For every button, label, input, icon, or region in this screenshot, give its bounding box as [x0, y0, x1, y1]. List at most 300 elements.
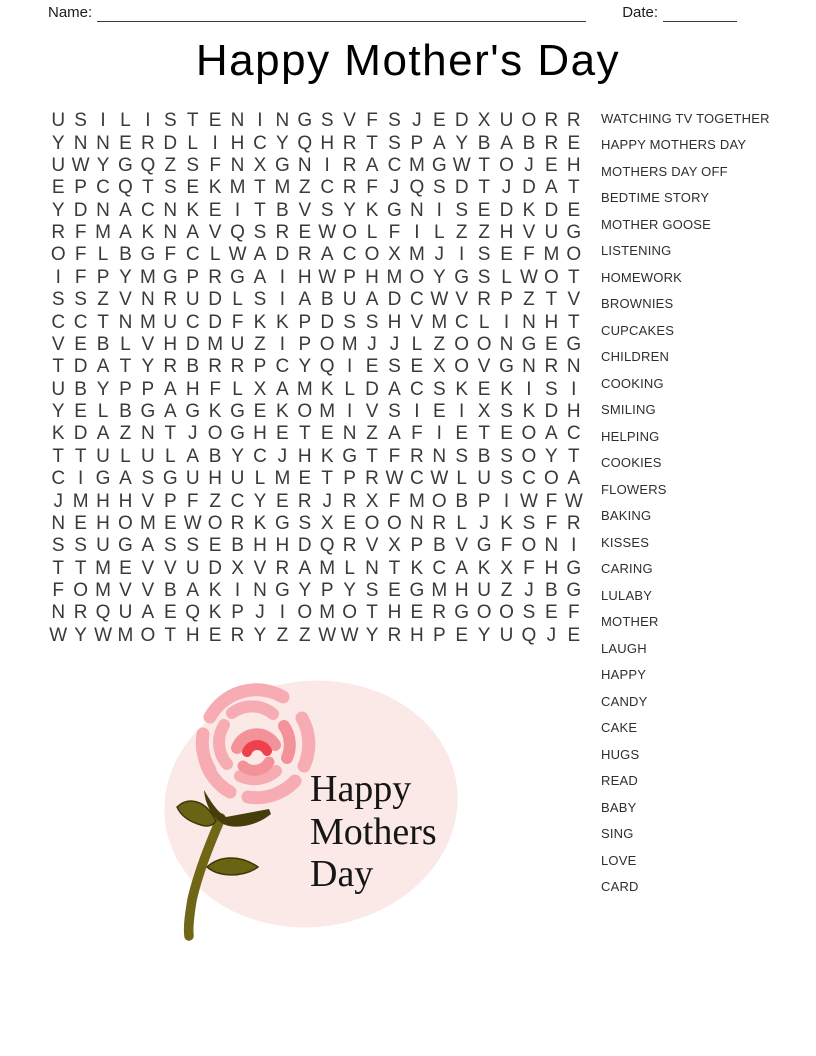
grid-cell: T [119, 356, 132, 378]
grid-cell: A [276, 378, 289, 400]
word-list-item: HELPING [601, 428, 660, 444]
grid-cell: G [476, 535, 492, 557]
grid-cell: U [230, 333, 245, 355]
grid-cell: A [298, 289, 312, 311]
grid-cell: M [95, 557, 111, 579]
grid-cell: T [478, 177, 490, 199]
grid-cell: B [477, 132, 491, 154]
grid-cell: B [477, 445, 491, 467]
grid-cell: K [186, 199, 200, 221]
grid-cell: L [344, 557, 355, 579]
grid-cell: J [277, 445, 288, 467]
grid-cell: R [544, 356, 559, 378]
grid-cell: G [230, 266, 245, 288]
grid-cell: A [388, 423, 401, 445]
grid-cell: Q [95, 602, 111, 624]
grid-cell: E [567, 132, 581, 154]
grid-cell: S [141, 468, 155, 490]
grid-cell: F [52, 580, 64, 602]
grid-cell: N [230, 154, 245, 176]
grid-cell: G [454, 266, 470, 288]
grid-cell: S [253, 289, 267, 311]
grid-cell: E [410, 602, 424, 624]
grid-cell: U [51, 154, 66, 176]
grid-cell: S [186, 535, 200, 557]
grid-cell: O [409, 266, 425, 288]
caption-line: Happy [310, 768, 412, 810]
grid-cell: Z [478, 222, 490, 244]
word-list-item: FLOWERS [601, 481, 667, 497]
grid-cell: V [141, 557, 155, 579]
grid-cell: M [117, 624, 134, 646]
grid-cell: A [141, 535, 155, 557]
grid-cell: X [388, 244, 401, 266]
grid-cell: S [388, 356, 401, 378]
grid-cell: N [365, 557, 379, 579]
grid-cell: M [341, 333, 358, 355]
grid-cell: U [477, 468, 491, 490]
grid-cell: K [500, 378, 513, 400]
grid-cell: Z [298, 624, 311, 646]
grid-cell: U [51, 378, 66, 400]
grid-cell: A [119, 222, 132, 244]
grid-cell: E [74, 512, 87, 534]
grid-cell: F [74, 244, 87, 266]
grid-cell: R [230, 512, 245, 534]
grid-cell: S [522, 512, 536, 534]
grid-cell: T [366, 445, 378, 467]
grid-cell: A [141, 602, 155, 624]
grid-cell: S [365, 311, 379, 333]
grid-cell: V [141, 580, 155, 602]
grid-cell: W [385, 468, 404, 490]
grid-cell: Y [51, 132, 65, 154]
grid-cell: C [51, 311, 66, 333]
word-list-item: BROWNIES [601, 296, 674, 312]
grid-cell: G [566, 580, 582, 602]
grid-cell: O [207, 512, 223, 534]
grid-cell: B [276, 199, 289, 221]
grid-cell: O [140, 624, 156, 646]
grid-cell: I [526, 378, 532, 400]
grid-cell: E [545, 333, 558, 355]
grid-cell: M [408, 154, 425, 176]
grid-cell: V [343, 110, 356, 132]
grid-cell: F [567, 602, 580, 624]
name-blank-line[interactable] [97, 4, 586, 22]
grid-cell: V [163, 557, 177, 579]
grid-cell: L [254, 468, 266, 490]
grid-cell: V [141, 333, 155, 355]
grid-cell: T [321, 468, 333, 490]
grid-cell: Y [253, 624, 267, 646]
grid-cell: Z [209, 490, 221, 512]
grid-cell: K [208, 401, 222, 423]
grid-cell: C [73, 311, 88, 333]
grid-cell: B [522, 132, 536, 154]
grid-cell: E [298, 222, 312, 244]
grid-cell: L [456, 512, 467, 534]
grid-cell: E [208, 199, 222, 221]
grid-cell: O [297, 602, 313, 624]
grid-cell: U [185, 557, 200, 579]
grid-cell: F [523, 244, 535, 266]
grid-cell: X [253, 154, 267, 176]
grid-cell: H [253, 423, 267, 445]
grid-cell: W [519, 266, 538, 288]
grid-cell: P [432, 624, 446, 646]
grid-cell: O [454, 333, 470, 355]
grid-cell: E [477, 378, 491, 400]
grid-cell: R [387, 624, 402, 646]
grid-cell: M [319, 557, 336, 579]
grid-cell: C [522, 468, 536, 490]
grid-cell: G [274, 580, 290, 602]
grid-cell: J [322, 490, 332, 512]
grid-cell: O [431, 490, 447, 512]
grid-cell: N [410, 199, 424, 221]
grid-cell: S [163, 535, 177, 557]
grid-cell: S [388, 110, 401, 132]
grid-cell: G [409, 580, 425, 602]
word-list-item: BAKING [601, 508, 652, 524]
grid-cell: V [208, 222, 222, 244]
grid-cell: T [142, 177, 154, 199]
grid-cell: A [432, 132, 446, 154]
grid-cell: P [96, 266, 110, 288]
grid-cell: M [139, 512, 156, 534]
grid-cell: E [567, 624, 581, 646]
word-list-item: CUPCAKES [601, 322, 675, 338]
grid-cell: U [185, 468, 200, 490]
grid-cell: T [366, 132, 378, 154]
grid-cell: V [477, 356, 491, 378]
grid-cell: T [52, 557, 64, 579]
grid-cell: J [434, 244, 445, 266]
grid-cell: R [477, 289, 491, 311]
grid-cell: U [141, 445, 155, 467]
grid-cell: F [209, 378, 221, 400]
grid-cell: T [388, 557, 401, 579]
grid-cell: Y [455, 132, 469, 154]
grid-cell: K [410, 557, 424, 579]
grid-cell: F [74, 222, 87, 244]
grid-cell: B [455, 490, 469, 512]
grid-cell: P [320, 580, 334, 602]
grid-cell: N [275, 110, 290, 132]
grid-cell: K [320, 378, 334, 400]
grid-cell: J [389, 177, 400, 199]
grid-cell: C [410, 289, 424, 311]
grid-cell: X [365, 490, 379, 512]
word-search-grid [47, 110, 585, 647]
word-list-item: MOTHERS DAY OFF [601, 163, 728, 179]
grid-cell: T [254, 199, 266, 221]
grid-cell: C [342, 244, 357, 266]
grid-cell: G [521, 333, 537, 355]
grid-cell: N [230, 110, 245, 132]
grid-cell: N [163, 199, 178, 221]
grid-cell: S [500, 401, 513, 423]
grid-cell: A [186, 580, 200, 602]
grid-cell: O [521, 535, 537, 557]
grid-cell: W [183, 512, 202, 534]
grid-cell: C [185, 244, 200, 266]
grid-cell: Q [319, 356, 335, 378]
grid-cell: L [209, 244, 221, 266]
grid-cell: X [320, 512, 334, 534]
word-list-item: HAPPY [601, 667, 647, 683]
grid-cell: A [545, 177, 558, 199]
grid-cell: H [566, 401, 581, 423]
word-list-item: BEDTIME STORY [601, 190, 710, 206]
grid-cell: K [276, 311, 289, 333]
grid-cell: O [521, 445, 537, 467]
grid-cell: C [230, 490, 245, 512]
grid-cell: S [74, 110, 87, 132]
grid-cell: I [346, 356, 353, 378]
grid-cell: E [500, 244, 513, 266]
grid-cell: Y [298, 580, 312, 602]
grid-cell: Z [500, 580, 513, 602]
grid-cell: G [118, 535, 133, 557]
grid-cell: T [254, 177, 266, 199]
grid-cell: E [567, 199, 581, 221]
grid-cell: T [478, 154, 490, 176]
grid-cell: T [567, 177, 580, 199]
grid-cell: I [414, 401, 420, 423]
grid-cell: A [500, 132, 513, 154]
grid-cell: N [118, 311, 133, 333]
grid-cell: Z [523, 289, 535, 311]
grid-cell: K [208, 602, 222, 624]
grid-cell: T [366, 602, 378, 624]
grid-cell: G [454, 602, 470, 624]
grid-cell: F [411, 423, 423, 445]
grid-cell: Z [254, 333, 266, 355]
grid-cell: H [163, 333, 178, 355]
grid-cell: S [74, 535, 87, 557]
grid-cell: O [454, 356, 470, 378]
grid-cell: I [571, 378, 577, 400]
grid-cell: T [74, 445, 87, 467]
grid-cell: Y [74, 624, 87, 646]
grid-cell: R [432, 602, 447, 624]
grid-cell: R [342, 132, 357, 154]
grid-cell: W [318, 222, 337, 244]
grid-cell: N [253, 580, 267, 602]
grid-cell: N [73, 132, 88, 154]
grid-cell: W [430, 289, 449, 311]
grid-cell: O [364, 244, 380, 266]
illustration-caption [310, 768, 437, 896]
grid-cell: I [436, 423, 442, 445]
word-list-item: LOVE [601, 852, 637, 868]
grid-cell: L [97, 244, 109, 266]
grid-cell: T [567, 445, 580, 467]
grid-cell: B [320, 289, 334, 311]
word-list-item: SMILING [601, 402, 656, 418]
grid-cell: D [454, 110, 469, 132]
grid-cell: C [253, 132, 267, 154]
grid-cell: G [499, 356, 514, 378]
grid-cell: H [320, 132, 335, 154]
grid-cell: E [119, 557, 132, 579]
word-list-item: MOTHER [601, 614, 659, 630]
grid-cell: D [275, 244, 290, 266]
name-label: Name: [48, 4, 93, 21]
grid-cell: Q [118, 177, 133, 199]
grid-cell: N [432, 445, 447, 467]
grid-cell: I [145, 110, 151, 132]
grid-cell: Z [164, 154, 177, 176]
word-list-item: MOTHER GOOSE [601, 216, 712, 232]
grid-cell: P [298, 311, 312, 333]
mothers-day-illustration [160, 668, 470, 958]
grid-cell: A [253, 266, 267, 288]
grid-cell: E [500, 423, 513, 445]
grid-cell: Y [343, 199, 356, 221]
grid-cell: R [342, 490, 357, 512]
grid-cell: S [388, 401, 401, 423]
grid-cell: H [208, 468, 222, 490]
grid-cell: R [410, 445, 424, 467]
grid-cell: V [51, 333, 65, 355]
grid-cell: I [346, 401, 353, 423]
grid-cell: Q [409, 177, 425, 199]
grid-cell: I [279, 289, 285, 311]
grid-cell: F [164, 244, 177, 266]
grid-cell: Y [298, 356, 312, 378]
grid-cell: O [476, 602, 492, 624]
grid-cell: C [51, 468, 66, 490]
grid-cell: S [500, 445, 513, 467]
grid-cell: M [139, 311, 156, 333]
grid-cell: P [298, 333, 312, 355]
grid-cell: F [186, 490, 199, 512]
grid-cell: X [388, 535, 401, 557]
grid-cell: Z [433, 333, 446, 355]
grid-cell: S [51, 289, 65, 311]
grid-cell: A [96, 356, 110, 378]
grid-cell: B [545, 580, 558, 602]
grid-cell: W [430, 468, 449, 490]
grid-cell: P [410, 132, 424, 154]
grid-cell: R [163, 356, 178, 378]
grid-cell: S [477, 266, 491, 288]
grid-cell: W [228, 244, 247, 266]
grid-cell: B [186, 356, 200, 378]
grid-cell: A [163, 401, 177, 423]
grid-cell: H [387, 311, 402, 333]
caption-line: Mothers [310, 810, 437, 853]
grid-cell: N [51, 512, 66, 534]
grid-cell: H [410, 624, 424, 646]
grid-cell: C [185, 311, 200, 333]
word-list-item: HOMEWORK [601, 269, 683, 285]
grid-cell: V [365, 535, 379, 557]
date-blank-line[interactable] [663, 4, 737, 22]
grid-cell: K [522, 401, 536, 423]
grid-cell: S [298, 512, 312, 534]
grid-cell: W [452, 154, 471, 176]
grid-cell: E [51, 177, 65, 199]
grid-cell: E [119, 132, 132, 154]
grid-cell: I [324, 154, 330, 176]
grid-cell: A [545, 423, 558, 445]
grid-cell: E [432, 110, 446, 132]
grid-cell: H [96, 512, 110, 534]
grid-cell: K [51, 423, 65, 445]
grid-cell: L [232, 289, 243, 311]
grid-cell: J [524, 580, 534, 602]
grid-cell: N [499, 333, 514, 355]
grid-cell: Y [477, 624, 491, 646]
grid-cell: D [185, 333, 200, 355]
grid-cell: K [455, 378, 469, 400]
grid-cell: J [546, 624, 557, 646]
grid-cell: B [208, 445, 222, 467]
grid-cell: E [477, 199, 491, 221]
grid-cell: M [408, 490, 425, 512]
grid-cell: X [500, 557, 513, 579]
grid-cell: Y [365, 624, 379, 646]
grid-cell: H [230, 132, 245, 154]
grid-cell: E [455, 423, 469, 445]
grid-cell: L [344, 378, 355, 400]
grid-cell: M [95, 580, 111, 602]
grid-cell: W [519, 490, 538, 512]
grid-cell: G [118, 154, 133, 176]
grid-cell: Z [366, 423, 378, 445]
grid-cell: N [96, 199, 110, 221]
grid-cell: V [298, 199, 312, 221]
grid-cell: E [343, 512, 356, 534]
grid-cell: E [410, 356, 424, 378]
grid-cell: O [207, 423, 223, 445]
grid-cell: E [365, 356, 379, 378]
grid-cell: C [410, 378, 424, 400]
grid-cell: O [118, 512, 133, 534]
grid-cell: E [74, 333, 87, 355]
grid-cell: B [231, 535, 244, 557]
grid-cell: F [545, 512, 558, 534]
grid-cell: M [431, 311, 448, 333]
grid-cell: W [49, 624, 68, 646]
grid-cell: V [567, 289, 581, 311]
grid-cell: T [52, 445, 64, 467]
grid-cell: T [567, 266, 580, 288]
grid-cell: D [297, 535, 312, 557]
grid-cell: A [365, 154, 379, 176]
grid-cell: D [208, 557, 222, 579]
grid-cell: S [432, 177, 446, 199]
grid-cell: L [366, 222, 378, 244]
grid-cell: O [50, 244, 66, 266]
word-list-item: CAKE [601, 720, 638, 736]
grid-cell: A [119, 199, 132, 221]
grid-cell: C [454, 311, 469, 333]
grid-cell: L [411, 333, 423, 355]
grid-cell: O [342, 222, 357, 244]
grid-cell: I [414, 222, 420, 244]
grid-cell: S [320, 199, 334, 221]
grid-cell: V [141, 490, 155, 512]
grid-cell: A [320, 244, 334, 266]
grid-cell: L [232, 378, 243, 400]
grid-cell: V [522, 222, 536, 244]
grid-cell: T [478, 423, 490, 445]
